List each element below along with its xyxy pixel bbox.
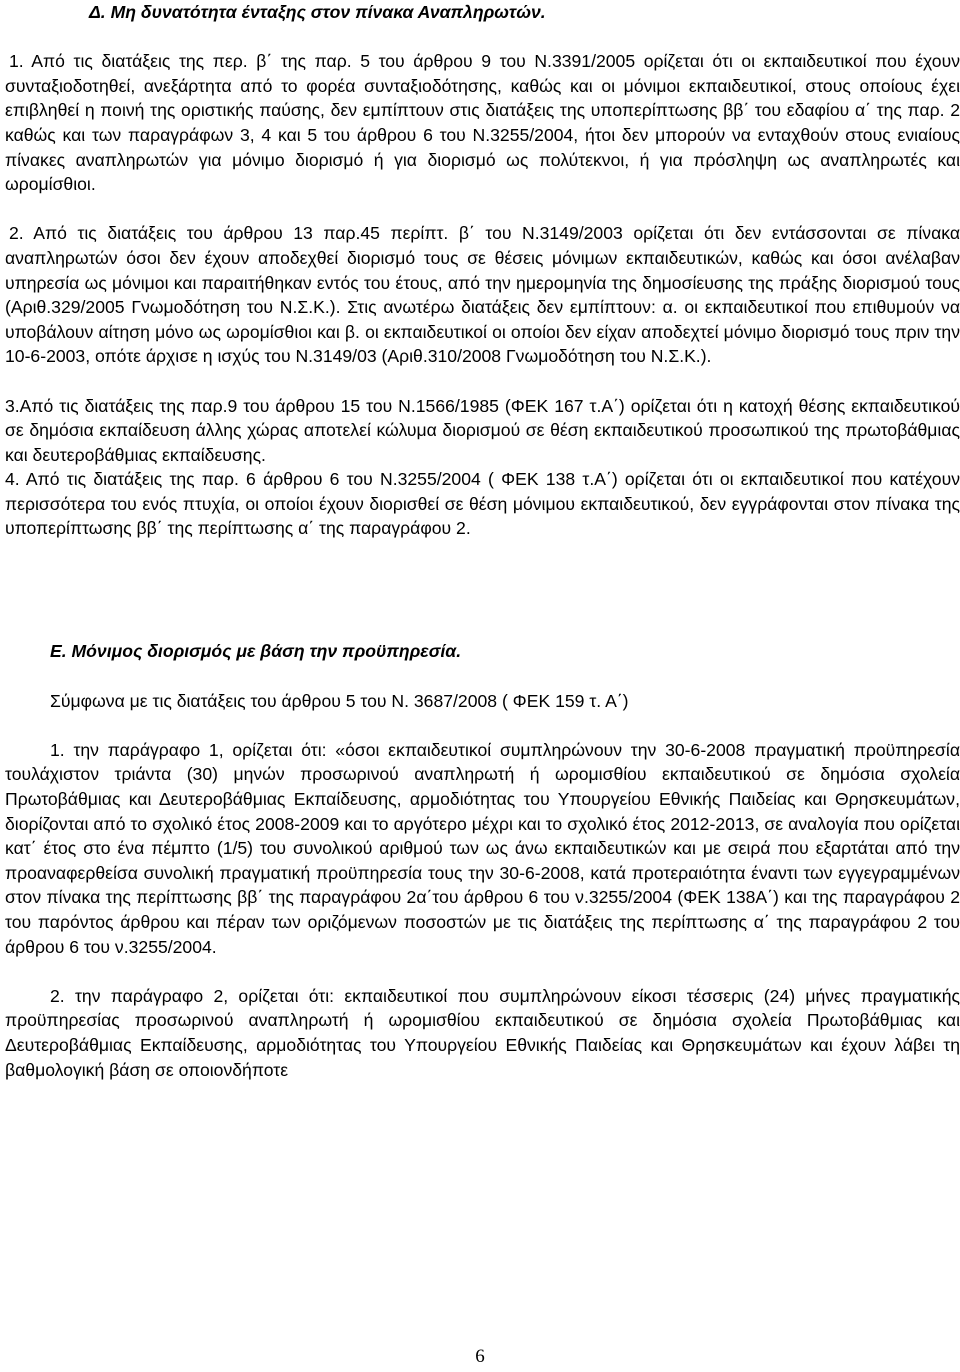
section-d-heading-text: Δ. Μη δυνατότητα ένταξης στον πίνακα Αναπληρωτών. — [89, 2, 546, 22]
document-page — [5, 0, 960, 1082]
section-e-heading-text: Ε. Μόνιμος διορισμός με βάση την προϋπηρεσία. — [50, 641, 462, 662]
section-d-paragraph-2: 2. Από τις διατάξεις του άρθρου 13 παρ.45 περίπτ. β΄ του Ν.3149/2003 ορίζεται ότι δεν εντάσσονται σε πίνακα αναπληρωτών όσοι δεν έχουν αποδεχθεί διορισμό τους σε θέσεις μόνιμων εκπαιδευτικών, καθώς και όσοι ανέλαβαν υπηρεσία ως μόνιμοι και παραιτήθηκαν εντός του έτους, από την ημερομηνία της δημοσίευσης της πράξης διορισμού τους (Αριθ.329/2005 Γνωμοδότηση του Ν.Σ.Κ.). Στις ανωτέρω διατάξεις δεν εμπίπτουν: α. οι εκπαιδευτικοί που επιθυμούν να υποβάλουν αίτηση μόνο ως ωρομίσθιοι και β. οι εκπαιδευτικοί οι οποίοι δεν είχαν αποδεχτεί μόνιμο διορισμό τους πριν την 10-6-2003, οπότε άρχισε η ισχύς του Ν.3149/03 (Αριθ.310/2008 Γνωμοδότηση του Ν.Σ.Κ.). — [5, 223, 960, 367]
section-d-paragraph-3: 3.Από τις διατάξεις της παρ.9 του άρθρου 15 του Ν.1566/1985 (ΦΕΚ 167 τ.Α΄) ορίζεται ότι η κατοχή θέσης εκπαιδευτικού σε δημόσια εκπαίδευση άλλης χώρας αποτελεί κώλυμα διορισμού σε θέση εκπαιδευτικού προσωπικού της πρωτοβάθμιας και δευτεροβάθμιας εκπαίδευσης. — [5, 395, 960, 465]
section-d-paragraph-4: 4. Από τις διατάξεις της παρ. 6 άρθρου 6 του Ν.3255/2004 ( ΦΕΚ 138 τ.Α΄) ορίζεται ότι οι εκπαιδευτικοί που κατέχουν περισσότερα του ενός πτυχία, οι οποίοι έχουν διορισθεί σε θέση μόνιμου εκπαιδευτικού, δεν εγγράφονται στον πίνακα της υποπερίπτωσης ββ΄ της περίπτωσης α΄ της παραγράφου 2. — [5, 469, 960, 539]
page-number: 6 — [475, 1346, 485, 1367]
section-e-paragraph-2: 2. την παράγραφο 2, ορίζεται ότι: εκπαιδευτικοί που συμπληρώνουν είκοσι τέσσερις (24) μήνες πραγματικής προϋπηρεσίας προσωρινού αναπληρωτή ή ωρομισθίου εκπαιδευτικού σε δημόσια σχολεία Πρωτοβάθμιας και Δευτεροβάθμιας Εκπαίδευσης, αρμοδιότητας του Υπουργείου Εθνικής Παιδείας και Θρησκευμάτων και έχουν λάβει τη βαθμολογική βάση σε οποιονδήποτε — [5, 985, 960, 1080]
section-e-heading — [5, 639, 960, 664]
section-d-paragraph-1: 1. Από τις διατάξεις της περ. β΄ της παρ. 5 του άρθρου 9 του Ν.3391/2005 ορίζεται ότι οι εκπαιδευτικοί που έχουν συνταξιοδοτηθεί, ανεξάρτητα από το φορέα συνταξιοδότησης, καθώς και οι μόνιμοι εκπαιδευτικοί, στους οποίους έχει επιβληθεί η ποινή της οριστικής παύσης, δεν εμπίπτουν στις διατάξεις της υποπερίπτωσης ββ΄ του εδαφίου α΄ της παρ. 2 καθώς και των παραγράφων 3, 4 και 5 του άρθρου 6 του Ν.3255/2004, ήτοι δεν μπορούν να ενταχθούν στους ενιαίους πίνακες αναπληρωτών για μόνιμο διορισμό ή για διορισμό ως πολύτεκνοι, ή για πρόσληψη ως αναπληρωτές και ωρομίσθιοι. — [5, 51, 960, 195]
section-e-paragraph-1: 1. την παράγραφο 1, ορίζεται ότι: «όσοι εκπαιδευτικοί συμπληρώνουν την 30-6-2008 πραγματική προϋπηρεσία τουλάχιστον τριάντα (30) μηνών προσωρινού αναπληρωτή ή ωρομισθίου εκπαιδευτικού σε δημόσια σχολεία Πρωτοβάθμιας και Δευτεροβάθμιας Εκπαίδευσης, αρμοδιότητας του Υπουργείου Εθνικής Παιδείας και Θρησκευμάτων, διορίζονται από το σχολικό έτος 2008-2009 και το αργότερο μέχρι και το σχολικό έτος 2012-2013, σε αναλογία που ορίζεται κατ΄ έτος στο ένα πέμπτο (1/5) του συνολικού αριθμού των ως άνω εκπαιδευτικών και με σειρά που εξαρτάται από την προαναφερθείσα συνολική πραγματική προϋπηρεσία τους την 30-6-2008, κατά προτεραιότητα έναντι των εγγεγραμμένων στον πίνακα της περίπτωσης ββ΄ της παραγράφου 2α΄του άρθρου 6 του ν.3255/2004 (ΦΕΚ 138Α΄) και της παραγράφου 2 του παρόντος άρθρου και πέραν των οριζόμενων ποσοστών με τις διατάξεις της περίπτωσης α΄ της παραγράφου 2 του άρθρου 6 του ν.3255/2004. — [5, 739, 960, 957]
section-e-intro: Σύμφωνα με τις διατάξεις του άρθρου 5 του Ν. 3687/2008 ( ΦΕΚ 159 τ. Α΄) — [50, 690, 629, 711]
section-d-heading — [5, 0, 960, 25]
